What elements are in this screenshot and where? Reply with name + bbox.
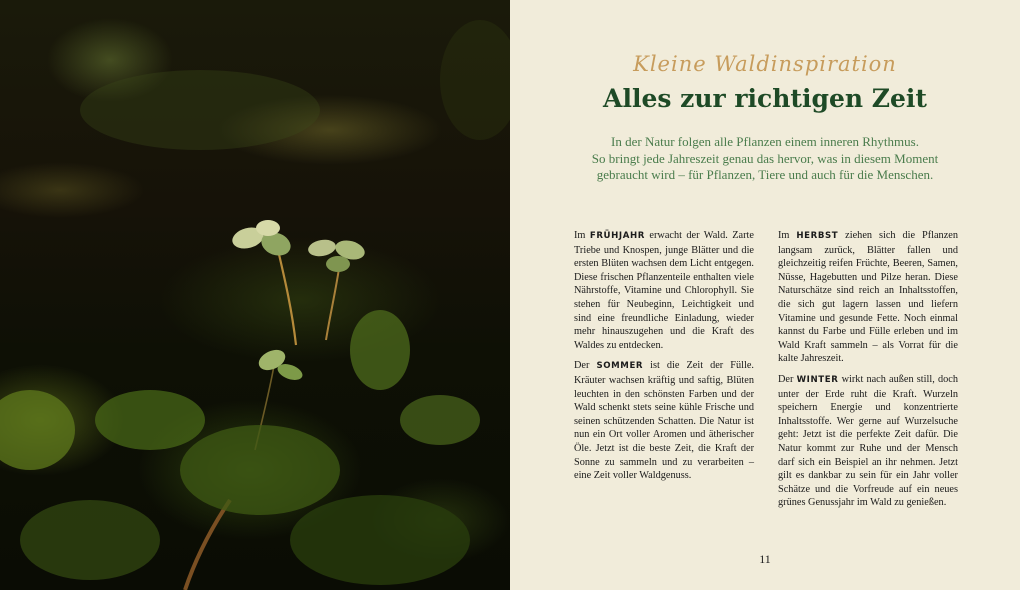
page-number: 11 bbox=[759, 552, 771, 566]
intro-line: gebraucht wird – für Pflanzen, Tiere und auch für die Menschen. bbox=[596, 167, 934, 182]
spring-lead: Im bbox=[574, 230, 590, 241]
summer-paragraph bbox=[574, 359, 754, 482]
season-name-summer: SOMMER bbox=[596, 361, 644, 372]
intro-line: In der Natur folgen alle Pflanzen einem inneren Rhythmus. bbox=[611, 134, 919, 149]
intro-paragraph bbox=[550, 134, 980, 184]
autumn-paragraph bbox=[778, 229, 958, 366]
summer-text: ist die Zeit der Fülle. Kräuter wachsen kräftig und saftig, Blüten leuchten in den schönsten Farben und der Wald schenkt stets seine kühle Frische und seinen schützenden Schatten. Die Natur ist nun ein Ort voller Aromen und ätherischer Öle. Jetzt ist die beste Zeit, die Kraft der Sonne zu sammeln und zu verarbeiten – eine Zeit voller Waldgenuss. bbox=[574, 360, 754, 482]
autumn-lead: Im bbox=[778, 230, 797, 241]
text-page bbox=[510, 0, 1020, 590]
winter-lead: Der bbox=[778, 373, 797, 385]
autumn-text: ziehen sich die Pflanzen langsam zurück, Blätter fallen und gleichzeitig reifen Früchte, Beeren, Samen, Nüsse, Hagebutten und Pilze heran. Diese Naturschätze sind reich an Inhaltsstoffen, die sich gut lagern lassen und liefern Vitamine und gesunde Fette. Noch einmal kannst du Farbe und Fülle erleben und im Wald Kraft sammeln – als Vorrat für die kalte Jahreszeit. bbox=[778, 230, 958, 365]
winter-text: wirkt nach außen still, doch unter der Erde ruht die Kraft. Wurzeln speichern Energie und konzentrierte Inhaltsstoffe. Wer gerne auf Wurzelsuche geht: Jetzt ist die perfekte Zeit dafür. Die Natur kommt zur Ruhe und der Mensch darf sich ein Beispiel an ihr nehmen. Jetzt gilt es dankbar zu sein für ein Jahr voller Schätze und die Vorfreude auf ein neues grünes Genussjahr im Wald zu genießen. bbox=[778, 373, 958, 509]
spring-text: erwacht der Wald. Zarte Triebe und Knospen, junge Blätter und die ersten Blüten wachsen dem Licht entgegen. Diese frischen Pflanzenteile enthalten viele Nährstoffe, Vitamine und Chlorophyll. Sie stehen für Neubeginn, Leichtigkeit und sind eine freundliche Einladung, wieder mehr hinauszugehen und die Kraft des Waldes zu entdecken. bbox=[574, 230, 754, 351]
section-kicker: Kleine Waldinspiration bbox=[633, 52, 897, 76]
season-name-winter: WINTER bbox=[796, 374, 839, 385]
spring-paragraph bbox=[574, 229, 754, 352]
winter-paragraph bbox=[778, 373, 958, 510]
intro-line: So bringt jede Jahreszeit genau das hervor, was in diesem Moment bbox=[591, 150, 939, 166]
text-column-left bbox=[574, 229, 754, 490]
text-column-right bbox=[778, 229, 958, 517]
season-name-spring: FRÜHJAHR bbox=[589, 231, 645, 241]
page-title: Alles zur richtigen Zeit bbox=[603, 84, 927, 113]
season-name-autumn: HERBST bbox=[796, 231, 839, 241]
summer-lead: Der bbox=[574, 360, 597, 372]
